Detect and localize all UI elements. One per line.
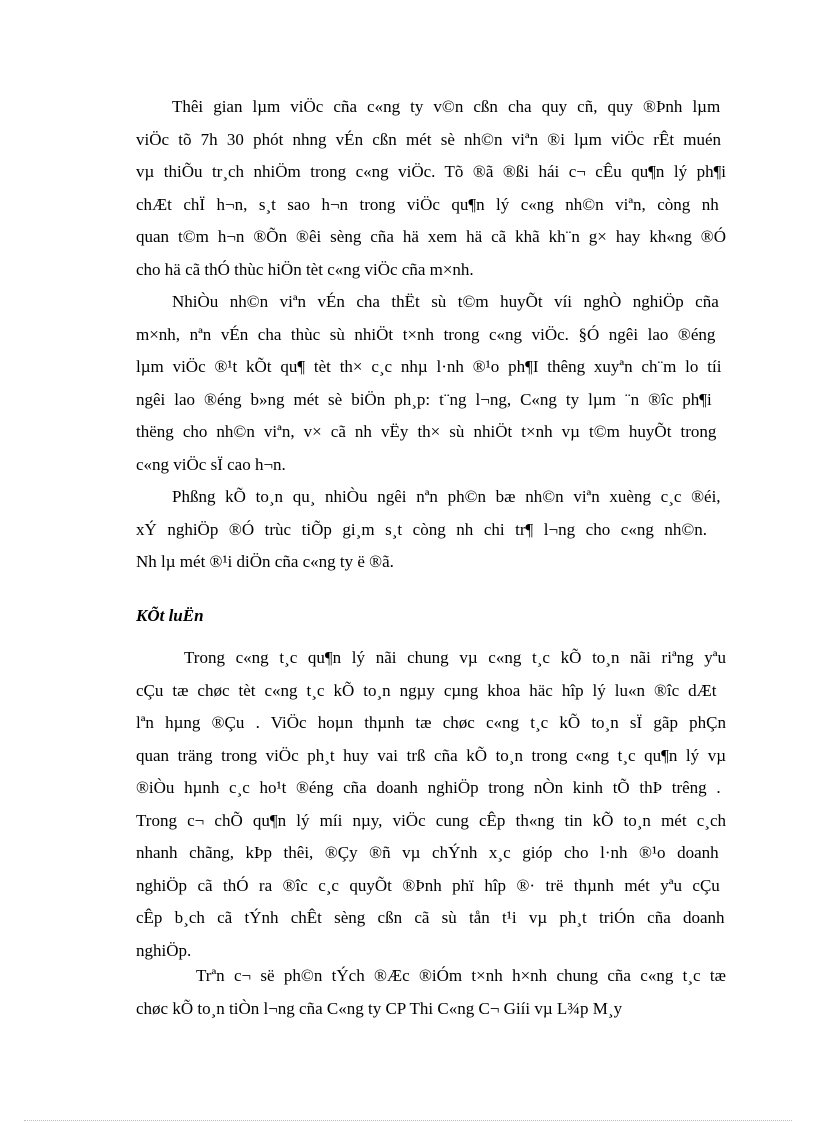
text-line: quan t©m h¬n ®Õn ®êi sèng cña hä xem hä cã khã kh¨n g× hay kh«ng ®Ó — [136, 227, 726, 246]
text-line: lªn hµng ®Çu . ViÖc hoµn thµnh tæ chøc c«ng t¸c kÕ to¸n sÏ gãp phÇn — [136, 713, 726, 732]
text-line: ngêi lao ®éng b»ng mét sè biÖn ph¸p: t¨ng l¬ng, C«ng ty lµm ¨n ®îc ph¶i — [136, 389, 712, 409]
text-line: thëng cho nh©n viªn, v× cã nh vËy th× sù nhiÖt t×nh vµ t©m huyÕt trong — [136, 422, 717, 441]
text-line: nghiÖp. — [136, 940, 192, 960]
text-line: viÖc tõ 7h 30 phót nhng vÉn cßn mét sè nh©n viªn ®i lµm viÖc rÊt muén — [136, 129, 722, 149]
paragraph-analysis — [136, 960, 726, 1025]
paragraph-accounting-dept — [136, 481, 726, 579]
text-line: vµ thiÕu tr¸ch nhiÖm trong c«ng viÖc. Tõ ®ã ®ßi hái c¬ cÊu qu¶n lý ph¶i — [136, 162, 726, 181]
text-line: lµm viÖc ®¹t kÕt qu¶ tèt th× c¸c nhµ l·nh ®¹o ph¶I thêng xuyªn ch¨m lo tíi — [136, 357, 722, 376]
text-line: chøc kÕ to¸n tiÒn l¬ng cña C«ng ty CP Thi C«ng C¬ Giíi vµ L¾p M¸y — [136, 998, 623, 1018]
text-line: cÊp b¸ch cã tÝnh chÊt sèng cßn cã sù tån t¹i vµ ph¸t triÓn cña doanh — [136, 908, 725, 927]
text-line: Trong c¬ chÕ qu¶n lý míi nµy, viÖc cung cÊp th«ng tin kÕ to¸n mét c¸ch — [136, 810, 726, 830]
text-line: m×nh, nªn vÉn cha thùc sù nhiÖt t×nh trong c«ng viÖc. §Ó ngêi lao ®éng — [136, 324, 716, 344]
paragraph-working-hours — [136, 91, 726, 286]
text-line: cÇu tæ chøc tèt c«ng t¸c kÕ to¸n ngµy cµng khoa häc hîp lý lu«n ®îc dÆt — [136, 680, 717, 700]
paragraph-staff-dedication — [136, 286, 726, 481]
paragraph-conclusion — [136, 642, 726, 967]
text-line: c«ng viÖc sÏ cao h¬n. — [136, 454, 286, 474]
text-line: nghiÖp cã thÓ ra ®îc c¸c quyÕt ®Þnh phï hîp ®· trë thµnh mét yªu cÇu — [136, 875, 720, 895]
text-line: NhiÒu nh©n viªn vÉn cha thËt sù t©m huyÕt víi nghÒ nghiÖp cña — [172, 292, 719, 311]
text-line: chÆt chÏ h¬n, s¸t sao h¬n trong viÖc qu¶n lý c«ng nh©n viªn, còng nh — [136, 194, 719, 214]
text-line: Nh lµ mét ®¹i diÖn cña c«ng ty ë ®ã. — [136, 552, 394, 571]
text-line: quan träng trong viÖc ph¸t huy vai trß cña kÕ to¸n trong c«ng t¸c qu¶n lý vµ — [136, 745, 726, 765]
text-line: Trong c«ng t¸c qu¶n lý nãi chung vµ c«ng t¸c kÕ to¸n nãi riªng yªu — [184, 648, 726, 667]
text-line: Thêi gian lµm viÖc cña c«ng ty v©n cßn cha quy cñ, quy ®Þnh lµm — [172, 97, 721, 116]
section-heading-conclusion: KÕt luËn — [136, 606, 204, 625]
text-line: cho hä cã thÓ thùc hiÖn tèt c«ng viÖc cña m×nh. — [136, 259, 474, 279]
text-line: Phßng kÕ to¸n qu¸ nhiÒu ngêi nªn ph©n bæ nh©n viªn xuèng c¸c ®éi, — [172, 487, 721, 506]
text-line: ®iÒu hµnh c¸c ho¹t ®éng cña doanh nghiÖp trong nÒn kinh tÕ thÞ trêng . — [136, 778, 721, 797]
page-bottom-rule — [24, 1120, 792, 1121]
text-line: xÝ nghiÖp ®Ó trùc tiÕp gi¸m s¸t còng nh chi tr¶ l¬ng cho c«ng nh©n. — [136, 519, 708, 539]
text-line: nhanh chãng, kÞp thêi, ®Çy ®ñ vµ chÝnh x¸c gióp cho l·nh ®¹o doanh — [136, 843, 719, 862]
text-line: Trªn c¬ së ph©n tÝch ®Æc ®iÓm t×nh h×nh chung cña c«ng t¸c tæ — [196, 966, 726, 985]
